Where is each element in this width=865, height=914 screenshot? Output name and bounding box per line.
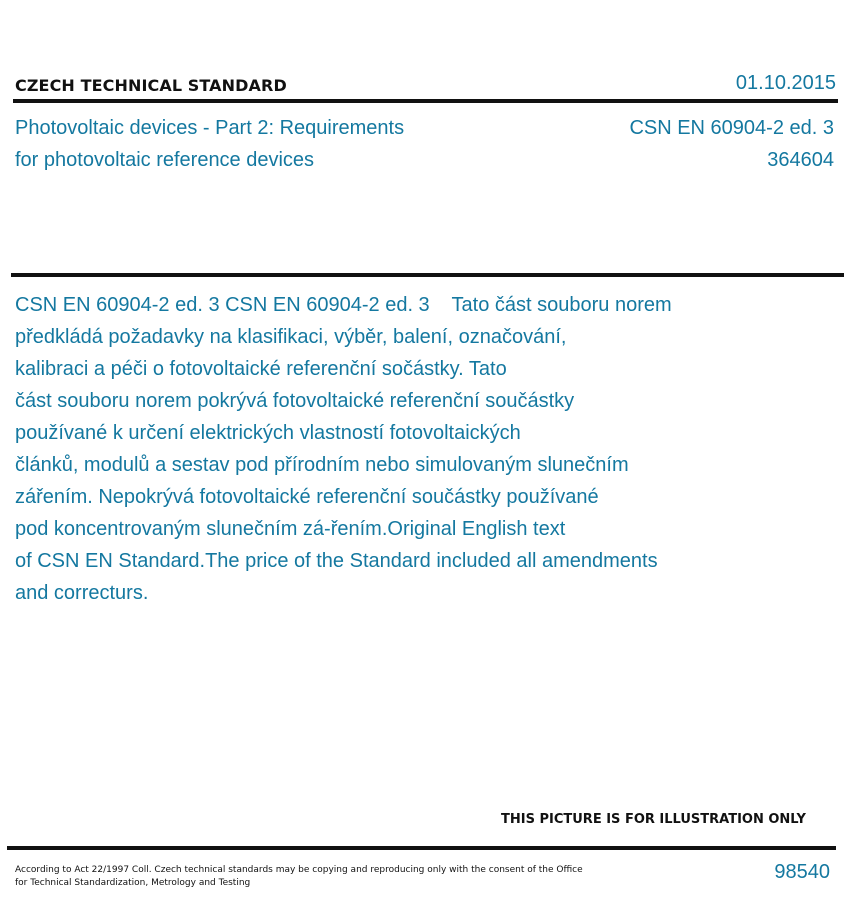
standard-title-line-2: for photovoltaic reference devices	[15, 149, 315, 171]
copyright-notice-line: According to Act 22/1997 Coll. Czech technical standards may be copying and reproducing only with the consent of the Office	[15, 865, 583, 875]
publication-date: 01.10.2015	[735, 72, 836, 94]
copyright-notice-line: for Technical Standardization, Metrology and Testing	[15, 878, 251, 888]
description-line: CSN EN 60904-2 ed. 3 CSN EN 60904-2 ed. 3 Tato část souboru norem	[15, 294, 672, 316]
catalog-number: 364604	[767, 149, 834, 171]
description-line: pod koncentrovaným slunečním zá-řením.Original English text	[15, 518, 566, 540]
document-code: 98540	[774, 861, 830, 883]
description-line: předkládá požadavky na klasifikaci, výběr, balení, označování,	[15, 326, 567, 348]
description-line: zářením. Nepokrývá fotovoltaické referenční součástky používané	[15, 486, 599, 508]
section-divider	[11, 273, 844, 277]
header-divider	[13, 99, 838, 103]
document-type-label: CZECH TECHNICAL STANDARD	[15, 76, 287, 95]
description-line: článků, modulů a sestav pod přírodním nebo simulovaným slunečním	[15, 454, 629, 476]
standard-title-line-1: Photovoltaic devices - Part 2: Requirements	[15, 117, 405, 139]
description-line: část souboru norem pokrývá fotovoltaické referenční součástky	[15, 390, 575, 412]
standard-description	[15, 289, 755, 609]
description-line: kalibraci a péči o fotovoltaické referenční sočástky. Tato	[15, 358, 507, 380]
copyright-notice	[15, 864, 615, 890]
description-line: používané k určení elektrických vlastností fotovoltaických	[15, 422, 521, 444]
description-line: of CSN EN Standard.The price of the Standard included all amendments	[15, 550, 658, 572]
description-line: and correcturs.	[15, 582, 149, 604]
standard-number: CSN EN 60904-2 ed. 3	[629, 117, 834, 139]
illustration-disclaimer: THIS PICTURE IS FOR ILLUSTRATION ONLY	[501, 812, 806, 827]
footer-divider	[7, 846, 836, 850]
